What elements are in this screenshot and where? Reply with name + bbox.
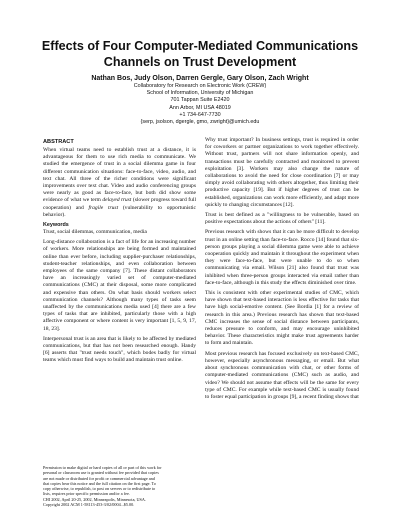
right-column [205, 137, 359, 404]
affiliation-line: Collaboratory for Research on Electronic Work (CREW) [133, 83, 267, 89]
term-fragile-trust: fragile trust [88, 204, 119, 211]
abstract-heading: ABSTRACT [43, 139, 74, 145]
copyright-footnote: Permission to make digital or hard copies of all or part of this work for personal or classroom use is granted without fee provided that copies are not made or distributed for profit or commercial advantage and that copies bear this notice and the full citation on the first page. To copy otherwise, to republish, to post on servers or to redistribute to lists, requires prior specific permission and/or a fee. CHI 2002, April 20-25, 2002, Minneapolis, Minnesota, USA. Copyright 2002 ACM 1-58113-453-3/02/0004...$5.00. [43, 465, 162, 508]
title-line-2: Channels on Trust Development [103, 55, 297, 69]
body-paragraph: Trust is best defined as a "willingness to be vulnerable, based on positive expectations about the actions of others" [11]. [205, 212, 359, 226]
affiliation-line: School of Information, University of Michigan [146, 90, 254, 97]
body-paragraph: Most previous research has focused exclusively on text-based CMC, however, especially asynchronous messaging, or email. But what about synchronous communication with chat, or other forms of computer-mediated communications (CMC) such as audio, and video? We should not assume that effects will be the same for every type of CMC. For example while text-based CMC is usually found to foster equal participation in groups [9], a recent finding shows that [205, 350, 359, 400]
affiliation-email: {serp, jsolson, dgergle, gmo, zwright}@umich.edu [140, 119, 260, 126]
paper-title [40, 38, 360, 70]
body-paragraph: Long-distance collaboration is a fact of life for an increasing number of workers. More relationships are being formed and maintained online than ever before, including supplier-purchaser relationships, student-teacher relationships, and even collaboration between employees of the same company [7]. These distant collaborators have an increasingly varied set of computer-mediated communications (CMC) at their disposal, some more complicated and expensive than others. On what basis should workers select communication channels? Although many types of tasks seem unaffected by the communications media used [4] there are a few types of tasks that are inhibited, particularly those with a high affective component or where content is very important [1, 5, 9, 17, 18, 23]. [43, 239, 196, 332]
affiliation-line: 701 Tappan Suite E2420 [170, 97, 230, 104]
term-delayed-trust: delayed trust [102, 197, 132, 204]
abstract-text: When virtual teams need to establish trust at a distance, it is advantageous for them to use rich media to communicate. We studied the emergence of trust in a social dilemma game in four different communication situations: face-to-face, video, audio, and text chat. All three of the richer conditions were significant improvements over text chat. Video and audio conferencing groups were nearly as good as face-to-face, but both did show some evidence of what we term delayed trust (slower progress toward full cooperation) and fragile trust (vulnerability to opportunistic behavior). [43, 147, 196, 218]
author-list: Nathan Bos, Judy Olson, Darren Gergle, Gary Olson, Zach Wright [91, 75, 309, 82]
body-paragraph: Why trust important? In business settings, trust is required in order for coworkers or partner organizations to work together effectively. Without trust, partners will not share information openly, and transactions must be carefully contracted and monitored to prevent exploitation [3]. Workers may also change the nature of collaborations to avoid the need for close coordination [7] or may simply avoid collaborating with others altogether, thus limiting their productive capacity [19]. But if higher degrees of trust can be established, organizations can work more efficiently, and adapt more quickly to changing circumstances [12]. [205, 137, 359, 208]
title-line-1: Effects of Four Computer-Mediated Communications [41, 39, 359, 53]
keywords-text: Trust, social dilemmas, communication, media [43, 229, 147, 236]
left-column [43, 139, 196, 368]
affiliation-block [60, 83, 340, 126]
body-paragraph: This is consistent with other experimental studies of CMC, which have shown that text-based interaction is less effective for tasks that have high social-emotive content. (See Bordia [1] for a review of research in this area.) Previous research has shown that text-based CMC increases the sense of social distance between participants, reduces pressure to conform, and may encourage uninhibited behavior. These characteristics might make trust agreements harder to form and maintain. [205, 290, 359, 347]
keywords-heading: Keywords [43, 222, 69, 229]
affiliation-line: +1 734-647-7730 [179, 111, 221, 118]
body-paragraph: Interpersonal trust is an area that is likely to be affected by mediated communications, but that has not been researched enough. Handy [6] asserts that "trust needs touch", which bodes badly for virtual teams which must find ways to build and maintain trust online. [43, 335, 196, 364]
body-paragraph: Previous research with shows that it can be more difficult to develop trust in an online setting than face-to-face. Rocco [14] found that six-person groups playing a social dilemma game were able to achieve cooperation quickly and maintain it throughout the experiment when they were face-to-face, but were unable to do so when communicating via email. Wilson [21] also found that trust was inhibited when three-person groups interacted via email rather than face-to-face, although in this study the effects diminished over time. [205, 229, 359, 286]
affiliation-line: Ann Arbor, MI USA 48019 [169, 104, 231, 111]
